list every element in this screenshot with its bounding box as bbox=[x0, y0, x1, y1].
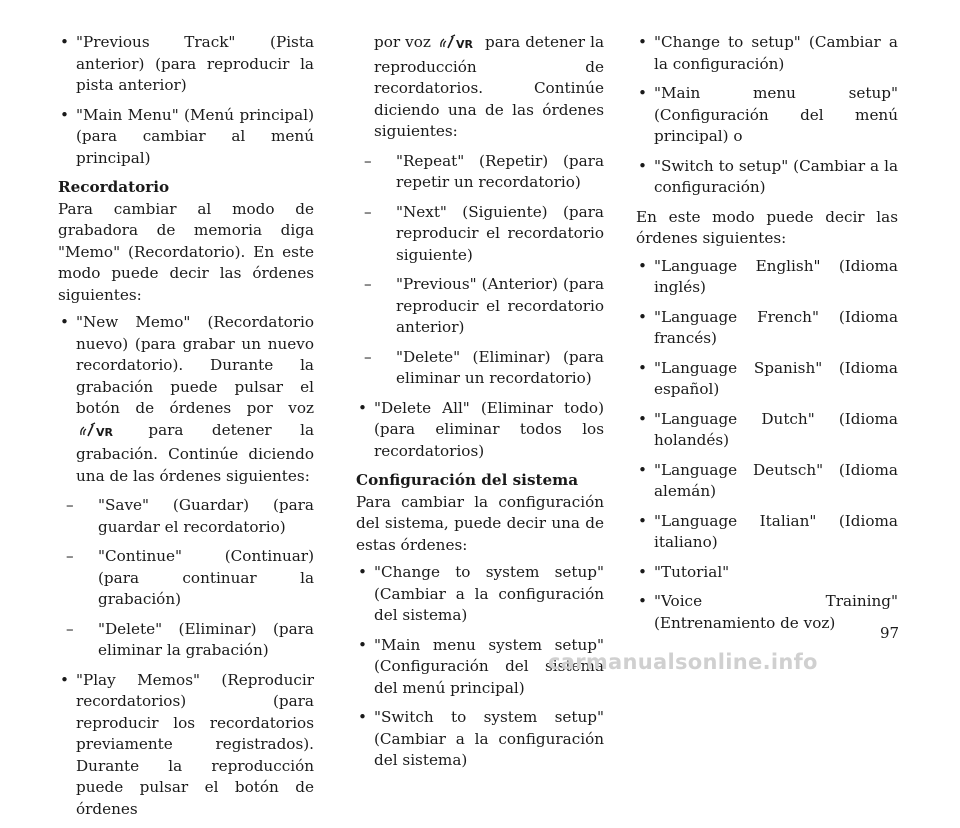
list-item: • "Language Italian" (Idioma italiano) bbox=[636, 511, 898, 554]
list-item: • "Language Deutsch" (Idioma alemán) bbox=[636, 460, 898, 503]
column-right bbox=[636, 32, 898, 642]
list-item: • "Main menu system setup" (Configuración del sistema del menú principal) bbox=[356, 635, 604, 700]
list-item: • "Language French" (Idioma francés) bbox=[636, 307, 898, 350]
svg-text:VR: VR bbox=[455, 38, 473, 50]
column-left bbox=[58, 32, 314, 828]
list-item: • "Language English" (Idioma inglés) bbox=[636, 256, 898, 299]
list-item: • "Language Spanish" (Idioma español) bbox=[636, 358, 898, 401]
svg-text:VR: VR bbox=[96, 425, 113, 438]
list-item: • "Switch to system setup" (Cambiar a la configuración del sistema) bbox=[356, 707, 604, 772]
sub-list-item: – "Repeat" (Repetir) (para repetir un recordatorio) bbox=[364, 151, 604, 194]
sub-list-item: – "Continue" (Continuar) (para continuar la grabación) bbox=[66, 546, 314, 611]
list-item: • "Language Dutch" (Idioma holandés) bbox=[636, 409, 898, 452]
list-item: • "Voice Training" (Entrenamiento de voz) bbox=[636, 591, 898, 634]
paragraph: Para cambiar al modo de grabadora de memoria diga "Memo" (Recordatorio). En este modo puede decir las órdenes siguientes: bbox=[58, 199, 314, 304]
voice-command-icon bbox=[438, 34, 478, 57]
sub-list-item: – "Delete" (Eliminar) (para eliminar un recordatorio) bbox=[364, 347, 604, 390]
paragraph-continued: por voz VR para detener la reproducción de recordatorios. Continúe diciendo una de las órdenes siguientes: bbox=[374, 33, 604, 140]
list-item: • "Main Menu" (Menú principal) (para cambiar al menú principal) bbox=[58, 105, 314, 170]
sub-list-item: – "Save" (Guardar) (para guardar el recordatorio) bbox=[66, 495, 314, 538]
list-item: • "Main menu setup" (Configuración del menú principal) o bbox=[636, 83, 898, 148]
page-number: 97 bbox=[880, 624, 900, 642]
paragraph: Para cambiar la configuración del sistema, puede decir una de estas órdenes: bbox=[356, 492, 604, 554]
list-item: • "New Memo" (Recordatorio nuevo) (para grabar un nuevo recordatorio). Durante la grabación puede pulsar el botón de órdenes por voz VR para detener la grabación. Continúe diciendo una de las órdenes siguientes: bbox=[58, 312, 314, 487]
list-item: • "Change to system setup" (Cambiar a la configuración del sistema) bbox=[356, 562, 604, 627]
section-heading-memo: Recordatorio bbox=[58, 178, 170, 196]
list-item: • "Tutorial" bbox=[636, 562, 898, 584]
list-item: • "Previous Track" (Pista anterior) (para reproducir la pista anterior) bbox=[58, 32, 314, 97]
list-item: • "Switch to setup" (Cambiar a la configuración) bbox=[636, 156, 898, 199]
sub-list-item: – "Delete" (Eliminar) (para eliminar la grabación) bbox=[66, 619, 314, 662]
watermark: carmanualsonline.info bbox=[548, 650, 818, 674]
list-item: • "Delete All" (Eliminar todo) (para eliminar todos los recordatorios) bbox=[356, 398, 604, 463]
sub-list-item: – "Previous" (Anterior) (para reproducir el recordatorio anterior) bbox=[364, 274, 604, 339]
section-heading-system-setup: Configuración del sistema bbox=[356, 471, 579, 489]
list-item: • "Change to setup" (Cambiar a la configuración) bbox=[636, 32, 898, 75]
voice-command-icon bbox=[78, 422, 118, 445]
sub-list-item: – "Next" (Siguiente) (para reproducir el recordatorio siguiente) bbox=[364, 202, 604, 267]
paragraph: En este modo puede decir las órdenes siguientes: bbox=[636, 207, 898, 247]
list-item: • "Play Memos" (Reproducir recordatorios) (para reproducir los recordatorios previamente registrados). Durante la reproducción puede pulsar el botón de órdenes bbox=[58, 670, 314, 821]
